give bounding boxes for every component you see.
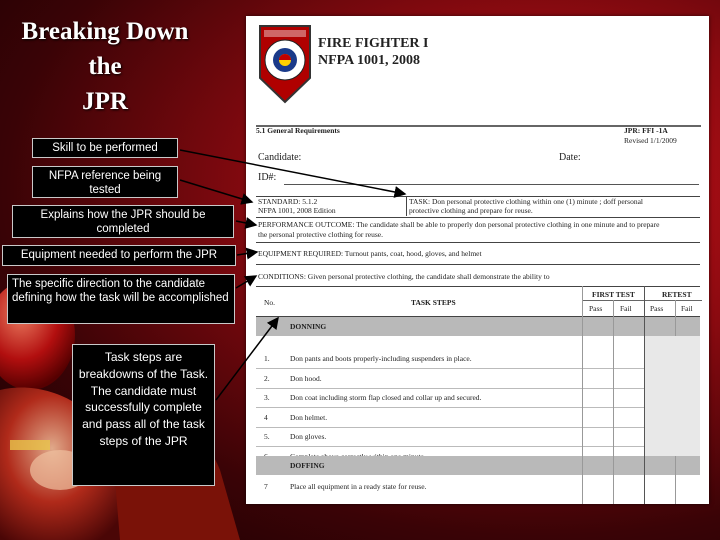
step-text: Don pants and boots properly-including suspenders in place. [290,354,472,363]
task-text: TASK: Don personal protective clothing within one (1) minute ; doff personal [409,197,644,206]
equipment-required: EQUIPMENT REQUIRED: Turnout pants, coat, hood, gloves, and helmet [258,249,482,258]
step-number: 3. [264,393,270,402]
step-divider [256,368,700,369]
performance-outcome-2: the personal protective clothing for reuse. [258,230,383,239]
doc-subtitle: NFPA 1001, 2008 [318,53,421,68]
step-number: 4 [264,412,268,422]
jpr-document [246,16,709,504]
step-number: 5. [264,432,270,441]
donning-label: DONNING [290,322,327,331]
section-label: 5.1 General Requirements [256,126,340,135]
callout-nfpa: NFPA reference being tested [32,166,178,198]
step-number: 1. [264,354,270,363]
step-7-text: Place all equipment in a ready state for reuse. [290,482,427,491]
step-text: Don coat including storm flap closed and collar up and secured. [290,393,482,402]
slide-title [20,14,190,119]
col-task-steps: TASK STEPS [411,298,456,307]
step-divider [256,427,700,428]
doffing-label: DOFFING [290,461,325,470]
step-text: Don hood. [290,373,322,383]
step-text: Don helmet. [290,412,328,422]
step-number: 2. [264,373,270,383]
step-7-number: 7 [264,482,268,491]
fire-safety-seal-icon [256,22,314,106]
callout-skill: Skill to be performed [32,138,178,158]
step-divider [256,446,700,447]
performance-outcome: PERFORMANCE OUTCOME: The candidate shall be able to properly don personal protective clothing in one minute and to prepare [258,220,660,229]
standard-edition: NFPA 1001, 2008 Edition [258,206,336,215]
step-divider [256,407,700,408]
col-fail-2: Fail [681,304,693,313]
step-text: Don gloves. [290,432,327,441]
title-line-2: the [88,53,122,80]
col-pass-2: Pass [650,304,664,313]
id-label: ID#: [258,172,277,183]
date-label: Date: [559,152,581,163]
doc-title: FIRE FIGHTER I [318,36,429,51]
revised-date: Revised 1/1/2009 [624,136,677,145]
candidate-label: Candidate: [258,152,302,163]
jpr-code: JPR: FFI -1A [624,126,668,135]
callout-direction: The specific direction to the candidate defining how the task will be accomplished [7,274,235,324]
title-line-3: JPR [82,88,128,115]
col-no: No. [264,298,276,307]
col-first-test: FIRST TEST [592,290,635,299]
callout-task-steps: Task steps are breakdowns of the Task. The candidate must successfully complete and pass all of the task steps of the JPR [72,344,215,486]
col-fail-1: Fail [620,304,632,313]
callout-explains: Explains how the JPR should be completed [12,205,234,238]
col-pass-1: Pass [589,304,603,313]
col-retest: RETEST [662,290,692,299]
step-divider [256,388,700,389]
conditions: CONDITIONS: Given personal protective clothing, the candidate shall demonstrate the ability to [258,272,550,281]
standard-ref: STANDARD: 5.1.2 [258,197,318,206]
callout-equipment: Equipment needed to perform the JPR [2,245,236,266]
task-text-2: protective clothing and prepare for reuse. [409,206,533,215]
title-line-1: Breaking Down [21,18,189,45]
